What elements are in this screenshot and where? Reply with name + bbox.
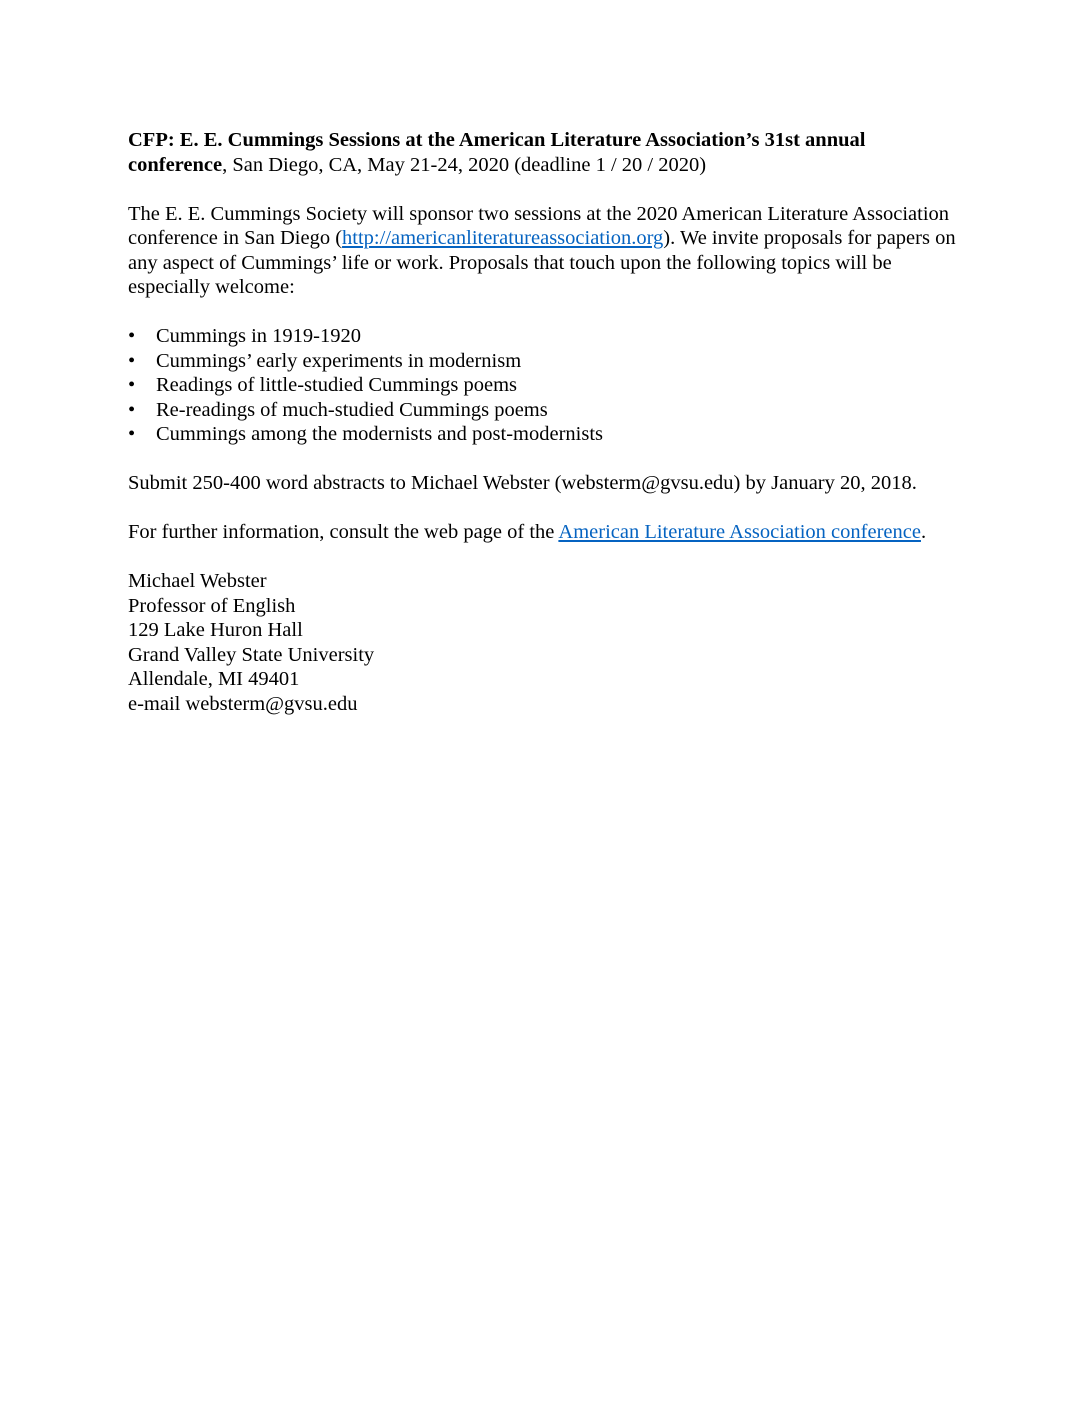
- topic-text: Re-readings of much-studied Cummings poems: [156, 398, 548, 421]
- list-item: [128, 422, 968, 447]
- document-page: [128, 128, 968, 716]
- bullet-icon: •: [128, 325, 136, 347]
- signature-name: Michael Webster: [128, 570, 267, 592]
- ala-conference-link[interactable]: American Literature Association conference: [558, 521, 921, 543]
- topic-text: Cummings in 1919-1920: [156, 325, 362, 347]
- cfp-title: [128, 128, 968, 177]
- cfp-title-details: , San Diego, CA, May 21-24, 2020 (deadline 1 / 20 / 2020): [222, 153, 707, 176]
- bullet-icon: •: [128, 374, 136, 396]
- topics-list: [128, 324, 968, 447]
- signature-email: e-mail websterm@gvsu.edu: [128, 692, 358, 715]
- signature-address: 129 Lake Huron Hall: [128, 619, 303, 641]
- ala-website-link[interactable]: http://americanliteratureassociation.org: [342, 227, 664, 249]
- topic-text: Cummings’ early experiments in modernism: [156, 349, 522, 372]
- bullet-icon: •: [128, 423, 136, 445]
- intro-text-start: The E. E. Cummings Society will sponsor two sessions at the 2020 American Literature Association conference in San Diego (: [128, 202, 950, 249]
- signature-institution: Grand Valley State University: [128, 643, 375, 666]
- further-info-text: For further information, consult the web page of the: [128, 521, 559, 543]
- intro-text-end: ). We invite proposals for papers on any aspect of Cummings’ life or work. Proposals that touch upon the following topics will be especially welcome:: [128, 227, 956, 298]
- bullet-icon: •: [128, 398, 136, 421]
- topic-text: Readings of little-studied Cummings poems: [156, 374, 518, 396]
- list-item: [128, 373, 968, 398]
- list-item: [128, 349, 968, 374]
- list-item: [128, 398, 968, 423]
- signature-city: Allendale, MI 49401: [128, 668, 300, 690]
- signature-role: Professor of English: [128, 594, 296, 617]
- further-info-paragraph: [128, 520, 968, 545]
- further-info-period: .: [920, 521, 927, 543]
- intro-paragraph: [128, 202, 968, 300]
- submission-instructions: Submit 250-400 word abstracts to Michael Webster (websterm@gvsu.edu) by January 20, 2018.: [128, 472, 917, 494]
- cfp-title-bold: CFP: E. E. Cummings Sessions at the American Literature Association’s 31st annual conference: [128, 129, 866, 176]
- bullet-icon: •: [128, 349, 136, 372]
- signature-block: [128, 569, 968, 716]
- list-item: [128, 324, 968, 349]
- topic-text: Cummings among the modernists and post-modernists: [156, 423, 603, 445]
